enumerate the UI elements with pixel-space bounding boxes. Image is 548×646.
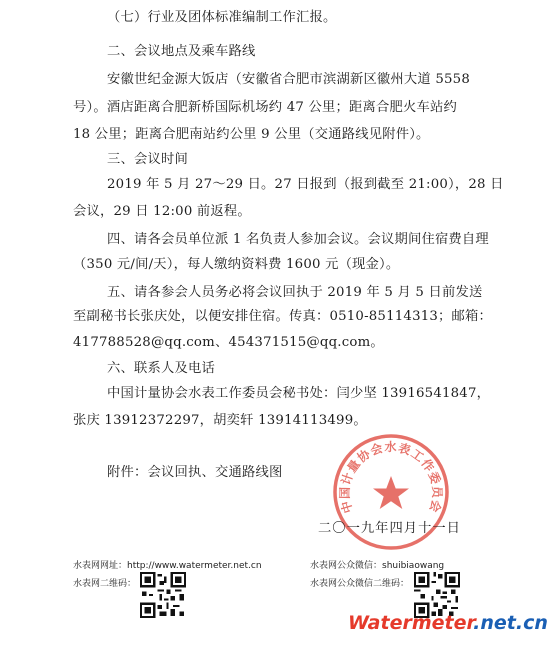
seal-text: 中国计量协会水表工作委员会 [337, 440, 445, 515]
wechat-qr-label: 水表网公众微信二维码： [310, 579, 410, 589]
qr-label: 水表网二维码： [73, 579, 137, 589]
website-label: 水表网网址：http://www.watermeter.net.cn [73, 561, 262, 571]
website-qr-code-icon [140, 572, 186, 618]
item-four-line-2: （350 元/间/天），每人缴纳资料费 1600 元（现金）。 [73, 257, 400, 272]
logo-word: Watermeter [348, 612, 474, 634]
venue-line-1: 安徽世纪金源大饭店（安徽省合肥市滨湖新区徽州大道 5558 [107, 72, 470, 87]
section-six-heading: 六、联系人及电话 [107, 361, 215, 376]
time-line-1: 2019 年 5 月 27～29 日。27 日报到（报到截至 21:00），28 日 [107, 177, 504, 192]
contact-line-1: 中国计量协会水表工作委员会秘书处：闫少坚 13916541847， [107, 386, 491, 401]
item-four-line-1: 四、请各会员单位派 1 名负责人参加会议。会议期间住宿费自理 [107, 232, 489, 247]
item-seven: （七）行业及团体标准编制工作汇报。 [107, 10, 337, 25]
contact-line-2: 张庆 13912372297，胡奕轩 13914113499。 [73, 413, 367, 428]
issue-date: 二〇一九年四月十一日 [318, 521, 461, 536]
section-three-heading: 三、会议时间 [107, 152, 188, 167]
wechat-label: 水表网公众微信：shuibiaowang [310, 561, 445, 571]
logo-suffix: .net.cn [473, 612, 548, 634]
item-five-line-1: 五、请各参会人员务必将会议回执于 2019 年 5 月 5 日前发送 [107, 285, 483, 300]
watermeter-logo [348, 612, 548, 634]
time-line-2: 会议，29 日 12:00 前返程。 [73, 204, 251, 219]
venue-line-2: 号）。酒店距离合肥新桥国际机场约 47 公里；距离合肥火车站约 [73, 100, 457, 115]
item-five-line-2: 至副秘书长张庆处，以便安排住宿。传真：0510-85114313；邮箱： [73, 309, 493, 324]
venue-line-3: 18 公里；距离合肥南站约公里 9 公里（交通路线见附件）。 [73, 127, 430, 142]
section-two-heading: 二、会议地点及乘车路线 [107, 44, 256, 59]
item-five-line-3: 417788528@qq.com、454371515@qq.com。 [73, 335, 384, 350]
attachment-line: 附件：会议回执、交通路线图 [107, 465, 283, 480]
